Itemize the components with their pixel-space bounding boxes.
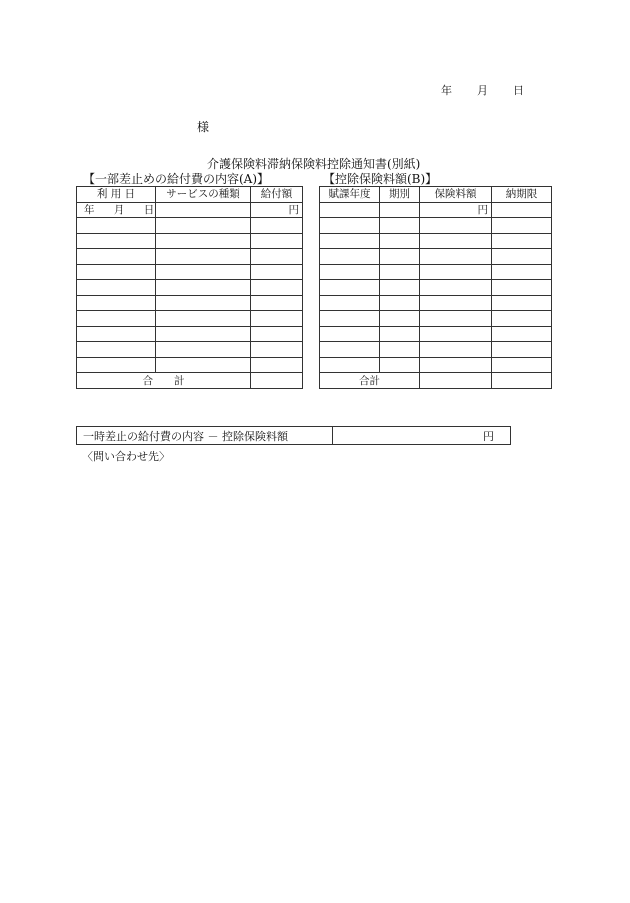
table-row — [320, 233, 552, 249]
table-header-row — [77, 187, 303, 203]
premium-table — [319, 186, 552, 389]
section-b-label: 【控除保険料額(B)】 — [323, 172, 438, 186]
recipient-suffix: 様 — [197, 120, 210, 134]
header-service-type: サービスの種類 — [156, 187, 251, 203]
table-row — [77, 233, 303, 249]
table-row — [77, 218, 303, 234]
table-row — [77, 295, 303, 311]
total-deadline-b — [492, 373, 552, 389]
table-row — [320, 280, 552, 296]
first-row-date — [77, 202, 156, 218]
summary-table — [76, 426, 511, 445]
date-year-label: 年 — [441, 84, 452, 97]
table-row — [320, 264, 552, 280]
total-row — [320, 373, 552, 389]
table-row — [77, 357, 303, 373]
table-row — [77, 342, 303, 358]
header-benefit-amount: 給付額 — [251, 187, 303, 203]
total-label-a: 合 計 — [77, 373, 251, 389]
first-row-premium-yen: 円 — [420, 202, 492, 218]
header-period: 期別 — [380, 187, 420, 203]
total-value-a — [251, 373, 303, 389]
date-day-label: 日 — [513, 84, 524, 97]
header-fiscal-year: 賦課年度 — [320, 187, 380, 203]
table-row — [320, 357, 552, 373]
section-a-label: 【一部差止めの給付費の内容(A)】 — [83, 172, 270, 186]
table-row — [320, 202, 552, 218]
table-row — [320, 326, 552, 342]
document-title: 介護保険料滞納保険料控除通知書(別紙) — [207, 157, 421, 171]
table-row — [320, 249, 552, 265]
first-row-day: 日 — [143, 203, 155, 216]
header-use-date: 利 用 日 — [77, 187, 156, 203]
header-deadline: 納期限 — [492, 187, 552, 203]
table-row — [320, 295, 552, 311]
table-row — [77, 326, 303, 342]
first-row-month: 月 — [113, 203, 125, 216]
header-premium: 保険料額 — [420, 187, 492, 203]
summary-row — [77, 427, 511, 445]
contact-label: 〈問い合わせ先〉 — [82, 450, 170, 463]
table-row — [77, 280, 303, 296]
table-header-row — [320, 187, 552, 203]
table-row — [77, 311, 303, 327]
table-row — [77, 249, 303, 265]
table-row — [320, 311, 552, 327]
total-label-b: 合計 — [320, 373, 420, 389]
table-cell — [156, 202, 251, 218]
table-row — [320, 342, 552, 358]
table-row — [77, 202, 303, 218]
date-month-label: 月 — [477, 84, 488, 97]
first-row-yen: 円 — [251, 202, 303, 218]
summary-label: 一時差止の給付費の内容 － 控除保険料額 — [77, 427, 333, 445]
table-row — [77, 264, 303, 280]
total-row — [77, 373, 303, 389]
total-value-b — [420, 373, 492, 389]
summary-yen: 円 — [333, 427, 511, 445]
benefit-table — [76, 186, 303, 389]
first-row-year: 年 — [84, 203, 95, 216]
table-row — [320, 218, 552, 234]
